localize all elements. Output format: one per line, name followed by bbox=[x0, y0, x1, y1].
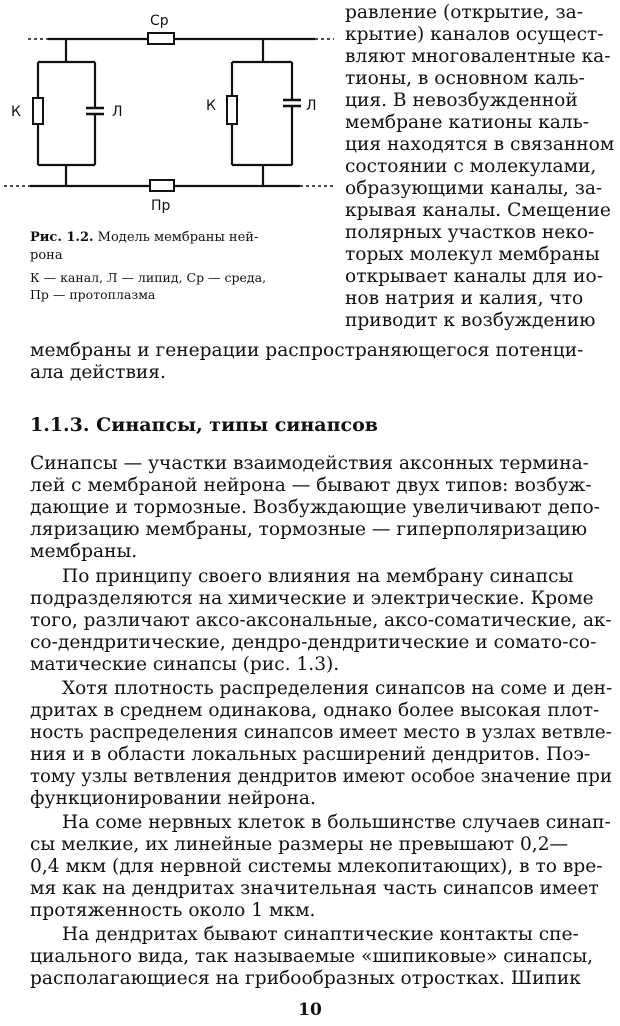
body-line: протяженность около 1 мкм. bbox=[30, 900, 316, 921]
top-resistor bbox=[148, 33, 174, 44]
figure-caption-legend-1: К — канал, Л — липид, Ср — среда, bbox=[30, 270, 267, 285]
continuation-line: ала действия. bbox=[30, 362, 166, 383]
right-column-line: ция. В невозбужденной bbox=[345, 90, 578, 111]
left-channel-resistor bbox=[33, 98, 43, 124]
right-column-line: тионы, в основном каль- bbox=[345, 68, 585, 89]
body-line: ляризацию мембраны, тормозные — гиперполяризацию bbox=[30, 519, 588, 540]
right-column-line: открывает каналы для ио- bbox=[345, 266, 604, 287]
figure-caption-line-1 bbox=[30, 230, 258, 246]
body-line: со-дендритические, дендро-дендритические и сомато-со- bbox=[30, 632, 597, 653]
right-column-line: торых молекул мембраны bbox=[345, 244, 600, 265]
body-line: располагающиеся на грибообразных отростках. Шипик bbox=[30, 968, 581, 989]
right-column-line: полярных участков неко- bbox=[345, 222, 595, 243]
right-column-line: мембране катионы каль- bbox=[345, 112, 590, 133]
figure-caption-title-2: рона bbox=[30, 248, 63, 263]
right-column-line: приводит к возбуждению bbox=[345, 310, 596, 331]
continuation-line: мембраны и генерации распространяющегося потенци- bbox=[30, 340, 584, 361]
bottom-resistor bbox=[150, 180, 174, 191]
section-heading: 1.1.3. Синапсы, типы синапсов bbox=[30, 414, 378, 436]
body-line: 0,4 мкм (для нервной системы млекопитающих), в то вре- bbox=[30, 856, 603, 877]
body-line: дающие и тормозные. Возбуждающие увеличивают депо- bbox=[30, 497, 600, 518]
right-column-line: состоянии с молекулами, bbox=[345, 156, 597, 177]
body-line: Синапсы — участки взаимодействия аксонных термина- bbox=[30, 453, 589, 474]
body-line: По принципу своего влияния на мембрану синапсы bbox=[62, 566, 574, 587]
body-line: На соме нервных клеток в большинстве случаев синап- bbox=[62, 812, 611, 833]
right-column-line: вляют многовалентные ка- bbox=[345, 46, 611, 67]
label-left-k: К bbox=[11, 104, 21, 120]
label-right-k: К bbox=[206, 98, 216, 114]
body-line: тому узлы ветвления дендритов имеют особое значение при bbox=[30, 766, 612, 787]
right-channel-resistor bbox=[227, 96, 237, 124]
body-line: Хотя плотность распределения синапсов на соме и ден- bbox=[62, 678, 613, 699]
right-column-line: крывая каналы. Смещение bbox=[345, 200, 611, 221]
page-number: 10 bbox=[298, 1000, 322, 1020]
label-top-resistor: Ср bbox=[150, 13, 169, 29]
figure-caption-legend-2: Пр — протоплазма bbox=[30, 287, 156, 302]
label-right-l: Л bbox=[306, 98, 317, 114]
figure-caption-number: Рис. 1.2. bbox=[30, 230, 94, 245]
body-line: лей с мембраной нейрона — бывают двух типов: возбуж- bbox=[30, 475, 592, 496]
body-line: циального вида, так называемые «шипиковые» синапсы, bbox=[30, 946, 594, 967]
label-left-l: Л bbox=[112, 104, 123, 120]
membrane-model-diagram bbox=[0, 0, 335, 225]
right-column-line: нов натрия и калия, что bbox=[345, 288, 584, 309]
body-line: мембраны. bbox=[30, 541, 138, 562]
body-line: матические синапсы (рис. 1.3). bbox=[30, 654, 340, 675]
body-line: мя как на дендритах значительная часть синапсов имеет bbox=[30, 878, 599, 899]
right-column-line: ция находятся в связанном bbox=[345, 134, 615, 155]
body-line: подразделяются на химические и электрические. Кроме bbox=[30, 588, 594, 609]
label-bottom-resistor: Пр bbox=[151, 198, 171, 214]
body-line: ния и в области локальных расширений дендритов. Поэ- bbox=[30, 744, 591, 765]
right-column-line: крытие) каналов осущест- bbox=[345, 24, 604, 45]
body-line: ность распределения синапсов имеет место в узлах ветвле- bbox=[30, 722, 612, 743]
figure-caption-title-1: Модель мембраны ней- bbox=[97, 230, 259, 245]
right-column-line: образующими каналы, за- bbox=[345, 178, 603, 199]
body-line: На дендритах бывают синаптические контакты спе- bbox=[62, 924, 579, 945]
body-line: сы мелкие, их линейные размеры не превышают 0,2— bbox=[30, 834, 569, 855]
right-column-line: равление (открытие, за- bbox=[345, 2, 584, 23]
body-line: функционировании нейрона. bbox=[30, 788, 316, 809]
body-line: дритах в среднем одинакова, однако более высокая плот- bbox=[30, 700, 600, 721]
body-line: того, различают аксо-аксональные, аксо-соматические, ак- bbox=[30, 610, 612, 631]
